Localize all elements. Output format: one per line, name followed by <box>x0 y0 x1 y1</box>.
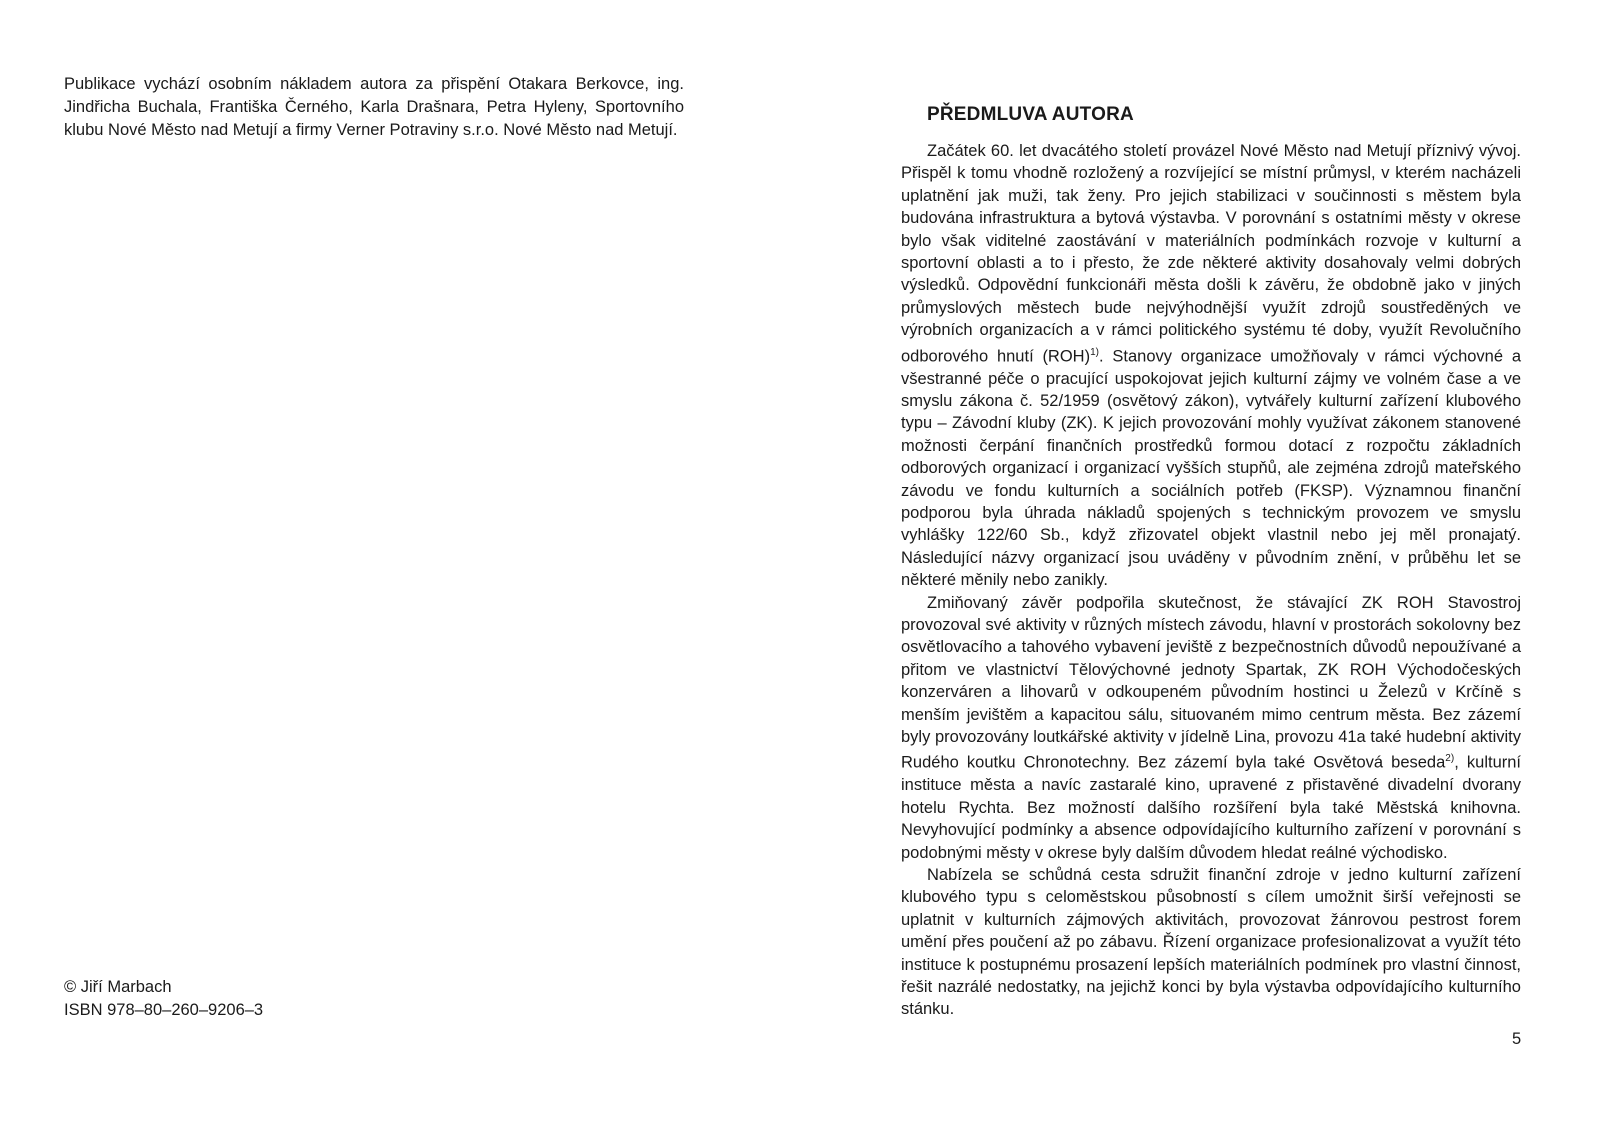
right-page <box>800 0 1600 1135</box>
paragraph-3: Nabízela se schůdná cesta sdružit finanční zdroje v jedno kulturní zařízení klubového typu s celoměstskou působností s cílem umožnit širší veřejnosti se uplatnit v kulturních zájmových aktivitách, provozovat žánrovou pestrost forem umění přes poučení až po zábavu. Řízení organizace profesionalizovat a využít této instituce k postupnému prosazení lepších materiálních podmínek pro vlastní činnost, řešit nazrálé nedostatky, na jejichž konci by byla výstavba odpovídajícího kulturního stánku. <box>901 866 1521 1019</box>
paragraph-1-text-a: Začátek 60. let dvacátého století provázel Nové Město nad Metují příznivý vývoj. Přispěl k tomu vhodně rozložený a rozvíjející se místní průmysl, v kterém nacházeli uplatnění jak muži, tak ženy. Pro jejich stabilizaci v součinnosti s městem byla budována infrastruktura a bytová výstavba. V porovnání s ostatními městy v okrese bylo však viditelné zaostávání v materiálních podmínkách rozvoje v kulturní a sportovní oblasti a to i přesto, že zde některé aktivity dosahovaly velmi dobrých výsledků. Odpovědní funkcionáři města došli k závěru, že obdobně jako v jiných průmyslových městech bude nejvýhodnější využít zdrojů soustředěných ve výrobních organizacích a v rámci politického systému té doby, využít Revolučního odborového hnutí (ROH) <box>901 142 1521 366</box>
paragraph-2 <box>901 592 1521 864</box>
paragraph-2-text-b: , kulturní instituce města a navíc zastaralé kino, upravené z přistavěné divadelní dvorany hotelu Rychta. Bez možností dalšího rozšíření byla také Městská knihovna. Nevyhovující podmínky a absence odpovídajícího kulturního zařízení v porovnání s podobnými městy v okrese byly dalším důvodem hledat reálné východisko. <box>901 753 1522 862</box>
chapter-title: PŘEDMLUVA AUTORA <box>927 104 1134 125</box>
colophon-text: Publikace vychází osobním nákladem autora za přispění Otakara Berkovce, ing. Jindřicha Buchala, Františka Černého, Karla Drašnara, Petra Hyleny, Sportovního klubu Nové Město nad Metují a firmy Verner Potraviny s.r.o. Nové Město nad Metují. <box>64 75 684 139</box>
isbn: ISBN 978–80–260–9206–3 <box>64 1001 264 1019</box>
page-number: 5 <box>1512 1030 1522 1048</box>
foreword-body <box>901 140 1521 1021</box>
paragraph-1 <box>901 140 1521 592</box>
footnote-ref-1: 1) <box>1090 346 1100 358</box>
copyright-block <box>64 976 263 1022</box>
paragraph-2-text-a: Zmiňovaný závěr podpořila skutečnost, že stávající ZK ROH Stavostroj provozoval své aktivity v různých místech závodu, hlavní v prostorách sokolovny bez osvětlovacího a tahového vybavení jeviště z bezpečnostních důvodů nepoužívané a přitom ve vlastnictví Tělovýchovné jednoty Spartak, ZK ROH Východočeských konzerváren a lihovarů v odkoupeném původním hostinci u Železů v Krčíně s menším jevištěm a kapacitou sálu, situovaném mimo centrum města. Bez zázemí byly provozovány loutkářské aktivity v jídelně Lina, provozu 41a také hudební aktivity Rudého koutku Chronotechny. Bez zázemí byla také Osvětová beseda <box>901 593 1521 772</box>
paragraph-1-text-b: . Stanovy organizace umožňovaly v rámci výchovné a všestranné péče o pracující uspokojovat jejich kulturní zájmy ve volném čase a ve smyslu zákona č. 52/1959 (osvětový zákon), vytvářely kulturní zařízení klubového typu – Závodní kluby (ZK). K jejich provozování mohly využívat zákonem stanovené možnosti čerpání finančních prostředků formou dotací z rozpočtu základních odborových organizací i organizací vyšších stupňů, ale zejména zdrojů mateřského závodu ve fondu kulturních a sociálních potřeb (FKSP). Významnou finanční podporou byla úhrada nákladů spojených s technickým provozem ve smyslu vyhlášky 122/60 Sb., když zřizovatel objekt vlastnil nebo jej měl pronajatý. Následující názvy organizací jsou uváděny v původním znění, v průběhu let se některé měnily nebo zanikly. <box>901 347 1521 590</box>
footnote-ref-2: 2) <box>1445 753 1455 765</box>
copyright-notice: © Jiří Marbach <box>64 978 172 996</box>
